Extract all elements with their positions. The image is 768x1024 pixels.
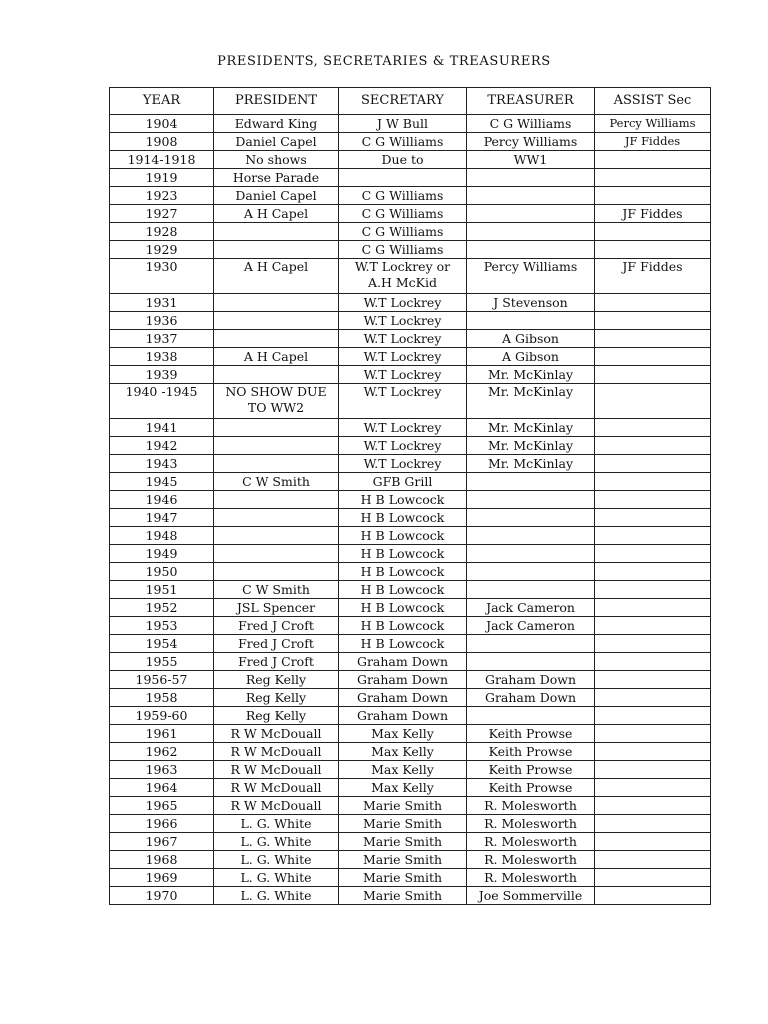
secretary-cell: C G Williams bbox=[339, 205, 467, 223]
president-cell: Reg Kelly bbox=[214, 689, 339, 707]
treasurer-cell bbox=[467, 312, 595, 330]
secretary-cell: Marie Smith bbox=[339, 851, 467, 869]
president-cell: R W McDouall bbox=[214, 725, 339, 743]
secretary-cell: W.T Lockrey bbox=[339, 348, 467, 366]
secretary-cell: W.T Lockrey bbox=[339, 419, 467, 437]
year-cell: 1959-60 bbox=[110, 707, 214, 725]
president-cell: JSL Spencer bbox=[214, 599, 339, 617]
treasurer-cell bbox=[467, 635, 595, 653]
treasurer-cell: Percy Williams bbox=[467, 259, 595, 294]
president-cell bbox=[214, 241, 339, 259]
president-cell bbox=[214, 509, 339, 527]
secretary-cell: Graham Down bbox=[339, 689, 467, 707]
treasurer-cell bbox=[467, 707, 595, 725]
year-cell: 1949 bbox=[110, 545, 214, 563]
president-cell: R W McDouall bbox=[214, 797, 339, 815]
assist-sec-cell bbox=[595, 851, 711, 869]
assist-sec-cell: JF Fiddes bbox=[595, 205, 711, 223]
president-cell: Horse Parade bbox=[214, 169, 339, 187]
table-row bbox=[110, 653, 711, 671]
year-cell: 1948 bbox=[110, 527, 214, 545]
president-cell: Fred J Croft bbox=[214, 617, 339, 635]
table-row bbox=[110, 617, 711, 635]
assist-sec-cell bbox=[595, 473, 711, 491]
president-cell bbox=[214, 223, 339, 241]
secretary-cell: Marie Smith bbox=[339, 815, 467, 833]
assist-sec-cell bbox=[595, 743, 711, 761]
assist-sec-cell bbox=[595, 241, 711, 259]
column-header-assist-sec: ASSIST Sec bbox=[595, 88, 711, 115]
year-cell: 1968 bbox=[110, 851, 214, 869]
assist-sec-cell bbox=[595, 151, 711, 169]
year-cell: 1919 bbox=[110, 169, 214, 187]
year-cell: 1965 bbox=[110, 797, 214, 815]
secretary-cell: W.T Lockrey bbox=[339, 437, 467, 455]
treasurer-cell: R. Molesworth bbox=[467, 833, 595, 851]
president-cell bbox=[214, 419, 339, 437]
table-row bbox=[110, 366, 711, 384]
secretary-cell: C G Williams bbox=[339, 133, 467, 151]
treasurer-cell bbox=[467, 473, 595, 491]
assist-sec-cell bbox=[595, 779, 711, 797]
secretary-cell: W.T Lockrey bbox=[339, 312, 467, 330]
table-row bbox=[110, 115, 711, 133]
treasurer-cell: Mr. McKinlay bbox=[467, 384, 595, 419]
year-cell: 1966 bbox=[110, 815, 214, 833]
table-body bbox=[110, 115, 711, 905]
treasurer-cell: R. Molesworth bbox=[467, 797, 595, 815]
table-row bbox=[110, 869, 711, 887]
secretary-cell: Graham Down bbox=[339, 671, 467, 689]
secretary-cell: C G Williams bbox=[339, 187, 467, 205]
assist-sec-cell bbox=[595, 617, 711, 635]
year-cell: 1941 bbox=[110, 419, 214, 437]
column-header-year: YEAR bbox=[110, 88, 214, 115]
year-cell: 1908 bbox=[110, 133, 214, 151]
assist-sec-cell bbox=[595, 869, 711, 887]
treasurer-cell: Keith Prowse bbox=[467, 743, 595, 761]
president-cell: Fred J Croft bbox=[214, 635, 339, 653]
assist-sec-cell bbox=[595, 437, 711, 455]
table-row bbox=[110, 437, 711, 455]
table-row bbox=[110, 743, 711, 761]
table-row bbox=[110, 223, 711, 241]
secretary-cell: H B Lowcock bbox=[339, 563, 467, 581]
secretary-cell: Due to bbox=[339, 151, 467, 169]
year-cell: 1951 bbox=[110, 581, 214, 599]
table-row bbox=[110, 151, 711, 169]
assist-sec-cell bbox=[595, 294, 711, 312]
treasurer-cell bbox=[467, 527, 595, 545]
year-cell: 1946 bbox=[110, 491, 214, 509]
officers-table bbox=[109, 87, 711, 905]
president-cell: R W McDouall bbox=[214, 743, 339, 761]
president-cell: R W McDouall bbox=[214, 761, 339, 779]
assist-sec-cell bbox=[595, 833, 711, 851]
president-cell: A H Capel bbox=[214, 348, 339, 366]
president-cell bbox=[214, 366, 339, 384]
table-row bbox=[110, 169, 711, 187]
president-cell: L. G. White bbox=[214, 833, 339, 851]
column-header-treasurer: TREASURER bbox=[467, 88, 595, 115]
president-cell bbox=[214, 563, 339, 581]
year-cell: 1931 bbox=[110, 294, 214, 312]
assist-sec-cell bbox=[595, 330, 711, 348]
secretary-cell: H B Lowcock bbox=[339, 527, 467, 545]
secretary-cell: W.T Lockrey or A.H McKid bbox=[339, 259, 467, 294]
president-cell bbox=[214, 312, 339, 330]
year-cell: 1950 bbox=[110, 563, 214, 581]
secretary-cell: H B Lowcock bbox=[339, 635, 467, 653]
president-cell: No shows bbox=[214, 151, 339, 169]
assist-sec-cell bbox=[595, 707, 711, 725]
year-cell: 1930 bbox=[110, 259, 214, 294]
president-cell: Edward King bbox=[214, 115, 339, 133]
year-cell: 1929 bbox=[110, 241, 214, 259]
president-cell: Reg Kelly bbox=[214, 707, 339, 725]
year-cell: 1940 -1945 bbox=[110, 384, 214, 419]
year-cell: 1970 bbox=[110, 887, 214, 905]
column-header-secretary: SECRETARY bbox=[339, 88, 467, 115]
table-row bbox=[110, 348, 711, 366]
year-cell: 1969 bbox=[110, 869, 214, 887]
treasurer-cell: Graham Down bbox=[467, 671, 595, 689]
year-cell: 1967 bbox=[110, 833, 214, 851]
secretary-cell bbox=[339, 169, 467, 187]
treasurer-cell: Mr. McKinlay bbox=[467, 437, 595, 455]
table-row bbox=[110, 851, 711, 869]
secretary-cell: H B Lowcock bbox=[339, 617, 467, 635]
assist-sec-cell bbox=[595, 527, 711, 545]
assist-sec-cell bbox=[595, 491, 711, 509]
treasurer-cell bbox=[467, 187, 595, 205]
treasurer-cell: Jack Cameron bbox=[467, 617, 595, 635]
table-row bbox=[110, 815, 711, 833]
table-row bbox=[110, 312, 711, 330]
president-cell bbox=[214, 527, 339, 545]
treasurer-cell: A Gibson bbox=[467, 348, 595, 366]
treasurer-cell bbox=[467, 581, 595, 599]
secretary-cell: Graham Down bbox=[339, 707, 467, 725]
secretary-cell: W.T Lockrey bbox=[339, 384, 467, 419]
president-cell bbox=[214, 545, 339, 563]
table-row bbox=[110, 527, 711, 545]
treasurer-cell: Mr. McKinlay bbox=[467, 366, 595, 384]
year-cell: 1904 bbox=[110, 115, 214, 133]
year-cell: 1954 bbox=[110, 635, 214, 653]
table-row bbox=[110, 797, 711, 815]
president-cell: Fred J Croft bbox=[214, 653, 339, 671]
secretary-cell: Max Kelly bbox=[339, 761, 467, 779]
treasurer-cell: Percy Williams bbox=[467, 133, 595, 151]
assist-sec-cell bbox=[595, 187, 711, 205]
year-cell: 1937 bbox=[110, 330, 214, 348]
table-row bbox=[110, 635, 711, 653]
treasurer-cell bbox=[467, 205, 595, 223]
president-cell bbox=[214, 491, 339, 509]
president-cell: Daniel Capel bbox=[214, 187, 339, 205]
treasurer-cell: R. Molesworth bbox=[467, 869, 595, 887]
year-cell: 1923 bbox=[110, 187, 214, 205]
table-row bbox=[110, 563, 711, 581]
president-cell: L. G. White bbox=[214, 887, 339, 905]
table-row bbox=[110, 205, 711, 223]
assist-sec-cell bbox=[595, 653, 711, 671]
assist-sec-cell bbox=[595, 797, 711, 815]
treasurer-cell: Jack Cameron bbox=[467, 599, 595, 617]
secretary-cell: C G Williams bbox=[339, 223, 467, 241]
treasurer-cell: Mr. McKinlay bbox=[467, 455, 595, 473]
table-row bbox=[110, 259, 711, 294]
assist-sec-cell bbox=[595, 223, 711, 241]
table-row bbox=[110, 779, 711, 797]
table-header-row bbox=[110, 88, 711, 115]
table-row bbox=[110, 689, 711, 707]
column-header-president: PRESIDENT bbox=[214, 88, 339, 115]
assist-sec-cell bbox=[595, 887, 711, 905]
assist-sec-cell: JF Fiddes bbox=[595, 133, 711, 151]
assist-sec-cell bbox=[595, 419, 711, 437]
year-cell: 1936 bbox=[110, 312, 214, 330]
president-cell: Reg Kelly bbox=[214, 671, 339, 689]
president-cell bbox=[214, 437, 339, 455]
table-row bbox=[110, 384, 711, 419]
secretary-cell: H B Lowcock bbox=[339, 545, 467, 563]
assist-sec-cell bbox=[595, 348, 711, 366]
secretary-cell: H B Lowcock bbox=[339, 581, 467, 599]
treasurer-cell: WW1 bbox=[467, 151, 595, 169]
treasurer-cell: C G Williams bbox=[467, 115, 595, 133]
treasurer-cell: Graham Down bbox=[467, 689, 595, 707]
secretary-cell: J W Bull bbox=[339, 115, 467, 133]
assist-sec-cell bbox=[595, 689, 711, 707]
president-cell: C W Smith bbox=[214, 473, 339, 491]
table-row bbox=[110, 545, 711, 563]
treasurer-cell: Keith Prowse bbox=[467, 779, 595, 797]
president-cell: L. G. White bbox=[214, 815, 339, 833]
president-cell: L. G. White bbox=[214, 869, 339, 887]
table-row bbox=[110, 455, 711, 473]
table-row bbox=[110, 419, 711, 437]
president-cell bbox=[214, 294, 339, 312]
secretary-cell: Max Kelly bbox=[339, 743, 467, 761]
assist-sec-cell bbox=[595, 725, 711, 743]
assist-sec-cell bbox=[595, 312, 711, 330]
secretary-cell: Marie Smith bbox=[339, 887, 467, 905]
treasurer-cell: A Gibson bbox=[467, 330, 595, 348]
secretary-cell: H B Lowcock bbox=[339, 509, 467, 527]
year-cell: 1963 bbox=[110, 761, 214, 779]
assist-sec-cell: Percy Williams bbox=[595, 115, 711, 133]
secretary-cell: Max Kelly bbox=[339, 725, 467, 743]
secretary-cell: H B Lowcock bbox=[339, 599, 467, 617]
table-row bbox=[110, 725, 711, 743]
assist-sec-cell: JF Fiddes bbox=[595, 259, 711, 294]
year-cell: 1939 bbox=[110, 366, 214, 384]
table-row bbox=[110, 581, 711, 599]
table-row bbox=[110, 833, 711, 851]
treasurer-cell: J Stevenson bbox=[467, 294, 595, 312]
table-row bbox=[110, 133, 711, 151]
secretary-cell: Marie Smith bbox=[339, 797, 467, 815]
president-cell: Daniel Capel bbox=[214, 133, 339, 151]
president-cell: A H Capel bbox=[214, 259, 339, 294]
secretary-cell: W.T Lockrey bbox=[339, 366, 467, 384]
year-cell: 1943 bbox=[110, 455, 214, 473]
assist-sec-cell bbox=[595, 509, 711, 527]
secretary-cell: Graham Down bbox=[339, 653, 467, 671]
president-cell: C W Smith bbox=[214, 581, 339, 599]
year-cell: 1964 bbox=[110, 779, 214, 797]
secretary-cell: Max Kelly bbox=[339, 779, 467, 797]
treasurer-cell bbox=[467, 169, 595, 187]
document-title: PRESIDENTS, SECRETARIES & TREASURERS bbox=[217, 54, 551, 69]
table-row bbox=[110, 473, 711, 491]
year-cell: 1927 bbox=[110, 205, 214, 223]
year-cell: 1962 bbox=[110, 743, 214, 761]
treasurer-cell bbox=[467, 491, 595, 509]
table-row bbox=[110, 187, 711, 205]
table-row bbox=[110, 599, 711, 617]
year-cell: 1938 bbox=[110, 348, 214, 366]
year-cell: 1928 bbox=[110, 223, 214, 241]
assist-sec-cell bbox=[595, 169, 711, 187]
treasurer-cell: Mr. McKinlay bbox=[467, 419, 595, 437]
president-cell: R W McDouall bbox=[214, 779, 339, 797]
secretary-cell: H B Lowcock bbox=[339, 491, 467, 509]
year-cell: 1947 bbox=[110, 509, 214, 527]
president-cell: NO SHOW DUE TO WW2 bbox=[214, 384, 339, 419]
assist-sec-cell bbox=[595, 455, 711, 473]
assist-sec-cell bbox=[595, 599, 711, 617]
secretary-cell: W.T Lockrey bbox=[339, 455, 467, 473]
year-cell: 1952 bbox=[110, 599, 214, 617]
table-row bbox=[110, 887, 711, 905]
secretary-cell: W.T Lockrey bbox=[339, 330, 467, 348]
treasurer-cell bbox=[467, 563, 595, 581]
treasurer-cell: Joe Sommerville bbox=[467, 887, 595, 905]
president-cell: A H Capel bbox=[214, 205, 339, 223]
year-cell: 1953 bbox=[110, 617, 214, 635]
year-cell: 1942 bbox=[110, 437, 214, 455]
assist-sec-cell bbox=[595, 366, 711, 384]
year-cell: 1955 bbox=[110, 653, 214, 671]
assist-sec-cell bbox=[595, 635, 711, 653]
secretary-cell: Marie Smith bbox=[339, 833, 467, 851]
assist-sec-cell bbox=[595, 581, 711, 599]
assist-sec-cell bbox=[595, 384, 711, 419]
treasurer-cell bbox=[467, 509, 595, 527]
table-row bbox=[110, 761, 711, 779]
assist-sec-cell bbox=[595, 563, 711, 581]
year-cell: 1961 bbox=[110, 725, 214, 743]
table-row bbox=[110, 509, 711, 527]
table-row bbox=[110, 707, 711, 725]
assist-sec-cell bbox=[595, 671, 711, 689]
table-row bbox=[110, 330, 711, 348]
assist-sec-cell bbox=[595, 761, 711, 779]
year-cell: 1956-57 bbox=[110, 671, 214, 689]
treasurer-cell: Keith Prowse bbox=[467, 761, 595, 779]
treasurer-cell: Keith Prowse bbox=[467, 725, 595, 743]
year-cell: 1958 bbox=[110, 689, 214, 707]
treasurer-cell bbox=[467, 545, 595, 563]
secretary-cell: GFB Grill bbox=[339, 473, 467, 491]
year-cell: 1945 bbox=[110, 473, 214, 491]
secretary-cell: C G Williams bbox=[339, 241, 467, 259]
president-cell bbox=[214, 330, 339, 348]
president-cell: L. G. White bbox=[214, 851, 339, 869]
treasurer-cell bbox=[467, 241, 595, 259]
treasurer-cell bbox=[467, 223, 595, 241]
year-cell: 1914-1918 bbox=[110, 151, 214, 169]
treasurer-cell: R. Molesworth bbox=[467, 815, 595, 833]
table-row bbox=[110, 671, 711, 689]
treasurer-cell bbox=[467, 653, 595, 671]
secretary-cell: Marie Smith bbox=[339, 869, 467, 887]
table-row bbox=[110, 294, 711, 312]
assist-sec-cell bbox=[595, 815, 711, 833]
table-row bbox=[110, 491, 711, 509]
assist-sec-cell bbox=[595, 545, 711, 563]
table-row bbox=[110, 241, 711, 259]
secretary-cell: W.T Lockrey bbox=[339, 294, 467, 312]
president-cell bbox=[214, 455, 339, 473]
treasurer-cell: R. Molesworth bbox=[467, 851, 595, 869]
